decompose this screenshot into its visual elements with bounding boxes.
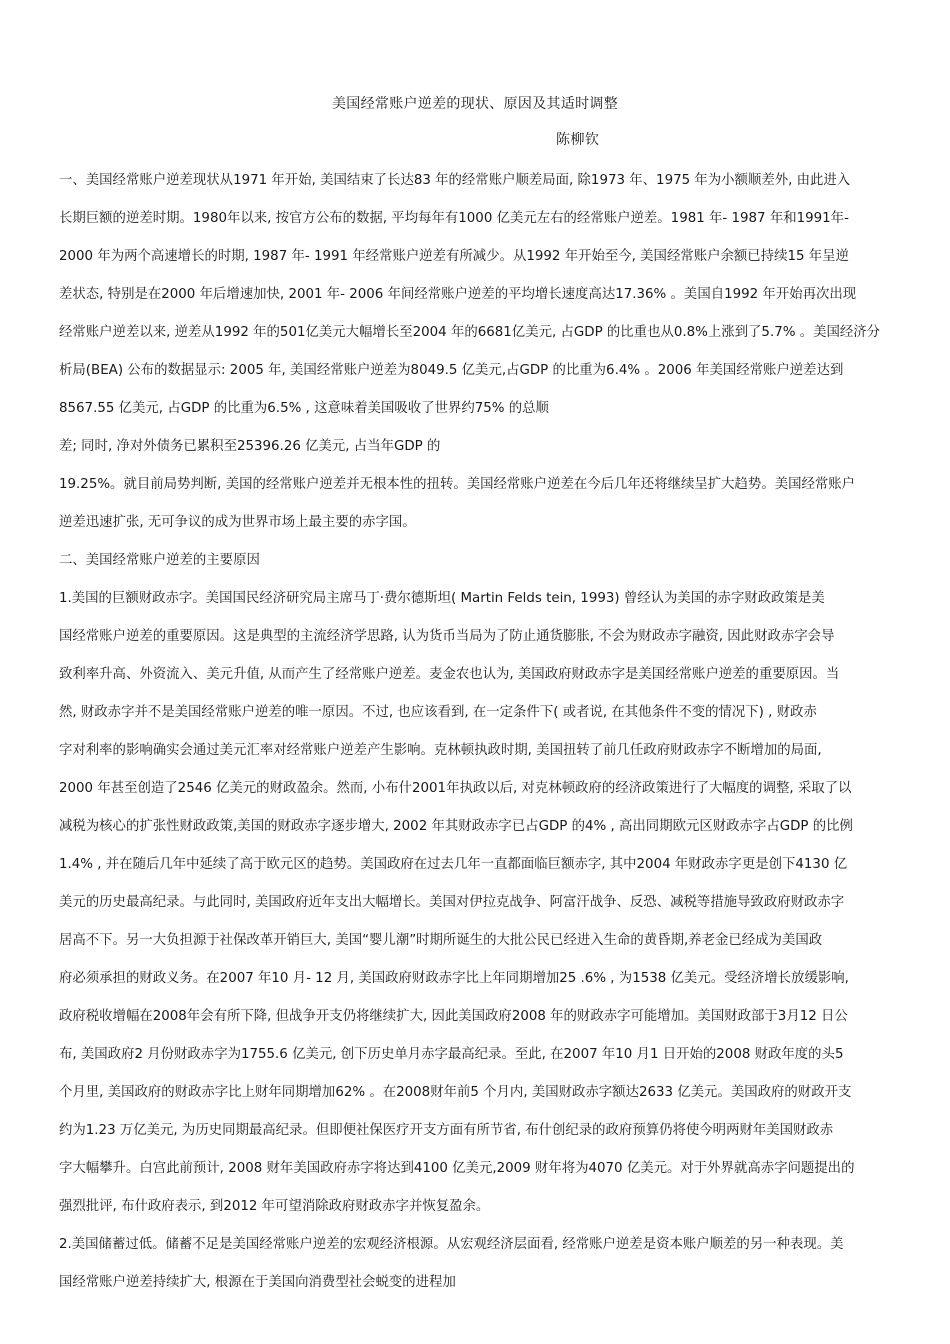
body-line: 府必须承担的财政义务。在2007 年10 月- 12 月, 美国政府财政赤字比上年同期增加25 .6% , 为1538 亿美元。受经济增长放缓影响, xyxy=(59,971,849,986)
body-line: 19.25%。就目前局势判断, 美国的经常账户逆差并无根本性的扭转。美国经常账户逆差在今后几年还将继续呈扩大趋势。美国经常账户 xyxy=(59,477,856,492)
document-author: 陈柳钦 xyxy=(556,132,600,148)
body-line: 国经常账户逆差持续扩大, 根源在于美国向消费型社会蜕变的进程加 xyxy=(59,1275,456,1290)
body-line: 差; 同时, 净对外债务已累积至25396.26 亿美元, 占当年GDP 的 xyxy=(59,439,441,454)
body-line: 约为1.23 万亿美元, 为历史同期最高纪录。但即便社保医疗开支方面有所节省, 布什创纪录的政府预算仍将使今明两财年美国财政赤 xyxy=(59,1123,834,1138)
section-heading: 二、美国经常账户逆差的主要原因 xyxy=(59,553,260,568)
body-line: 析局(BEA) 公布的数据显示: 2005 年, 美国经常账户逆差为8049.5 亿美元,占GDP 的比重为6.4% 。2006 年美国经常账户逆差达到 xyxy=(59,363,844,378)
body-line: 2000 年为两个高速增长的时期, 1987 年- 1991 年经常账户逆差有所减少。从1992 年开始至今, 美国经常账户余额已持续15 年呈逆 xyxy=(59,249,849,264)
body-line: 政府税收增幅在2008年会有所下降, 但战争开支仍将继续扩大, 因此美国政府2008 年的财政赤字可能增加。美国财政部于3月12 日公 xyxy=(59,1009,848,1024)
body-line: 强烈批评, 布什政府表示, 到2012 年可望消除政府财政赤字并恢复盈余。 xyxy=(59,1199,490,1214)
body-line: 字大幅攀升。白宫此前预计, 2008 财年美国政府赤字将达到4100 亿美元,2009 财年将为4070 亿美元。对于外界就高赤字问题提出的 xyxy=(59,1161,855,1176)
document-body xyxy=(59,162,909,1302)
body-line: 布, 美国政府2 月份财政赤字为1755.6 亿美元, 创下历史单月赤字最高纪录。至此, 在2007 年10 月1 日开始的2008 财政年度的头5 xyxy=(59,1047,844,1062)
body-line: 经常账户逆差以来, 逆差从1992 年的501亿美元大幅增长至2004 年的6681亿美元, 占GDP 的比重也从0.8%上涨到了5.7% 。美国经济分 xyxy=(59,325,881,340)
body-line: 国经常账户逆差的重要原因。这是典型的主流经济学思路, 认为货币当局为了防止通货膨胀, 不会为财政赤字融资, 因此财政赤字会导 xyxy=(59,629,835,644)
body-line: 差状态, 特别是在2000 年后增速加快, 2001 年- 2006 年间经常账户逆差的平均增长速度高达17.36% 。美国自1992 年开始再次出现 xyxy=(59,287,857,302)
body-line: 一、美国经常账户逆差现状从1971 年开始, 美国结束了长达83 年的经常账户顺差局面, 除1973 年、1975 年为小额顺差外, 由此进入 xyxy=(59,173,851,188)
body-line: 个月里, 美国政府的财政赤字比上财年同期增加62% 。在2008财年前5 个月内, 美国财政赤字额达2633 亿美元。美国政府的财政开支 xyxy=(59,1085,852,1100)
body-line: 1.4% , 并在随后几年中延续了高于欧元区的趋势。美国政府在过去几年一直都面临巨额赤字, 其中2004 年财政赤字更是创下4130 亿 xyxy=(59,857,848,872)
body-line: 2.美国储蓄过低。储蓄不足是美国经常账户逆差的宏观经济根源。从宏观经济层面看, 经常账户逆差是资本账户顺差的另一种表现。美 xyxy=(59,1237,844,1252)
body-line: 逆差迅速扩张, 无可争议的成为世界市场上最主要的赤字国。 xyxy=(59,515,416,530)
document-title: 美国经常账户逆差的现状、原因及其适时调整 xyxy=(332,96,618,112)
body-line: 美元的历史最高纪录。与此同时, 美国政府近年支出大幅增长。美国对伊拉克战争、阿富汗战争、反恐、减税等措施导致政府财政赤字 xyxy=(59,895,845,910)
body-line: 2000 年甚至创造了2546 亿美元的财政盈余。然而, 小布什2001年执政以后, 对克林顿政府的经济政策进行了大幅度的调整, 采取了以 xyxy=(59,781,852,796)
body-line: 字对利率的影响确实会通过美元汇率对经常账户逆差产生影响。克林顿执政时期, 美国扭转了前几任政府财政赤字不断增加的局面, xyxy=(59,743,822,758)
body-line: 然, 财政赤字并不是美国经常账户逆差的唯一原因。不过, 也应该看到, 在一定条件下( 或者说, 在其他条件不变的情况下) , 财政赤 xyxy=(59,705,817,720)
body-line: 1.美国的巨额财政赤字。美国国民经济研究局主席马丁·费尔德斯坦( Martin Felds tein, 1993) 曾经认为美国的赤字财政政策是美 xyxy=(59,591,825,606)
body-line: 居高不下。另一大负担源于社保改革开销巨大, 美国“婴儿潮”时期所诞生的大批公民已经进入生命的黄昏期,养老金已经成为美国政 xyxy=(59,933,823,948)
body-line: 8567.55 亿美元, 占GDP 的比重为6.5% , 这意味着美国吸收了世界约75% 的总顺 xyxy=(59,401,549,416)
body-line: 长期巨额的逆差时期。1980年以来, 按官方公布的数据, 平均每年有1000 亿美元左右的经常账户逆差。1981 年- 1987 年和1991年- xyxy=(59,211,849,226)
body-line: 致利率升高、外资流入、美元升值, 从而产生了经常账户逆差。麦金农也认为, 美国政府财政赤字是美国经常账户逆差的重要原因。当 xyxy=(59,667,840,682)
body-line: 减税为核心的扩张性财政政策,美国的财政赤字逐步增大, 2002 年其财政赤字已占GDP 的4% , 高出同期欧元区财政赤字占GDP 的比例 xyxy=(59,819,853,834)
